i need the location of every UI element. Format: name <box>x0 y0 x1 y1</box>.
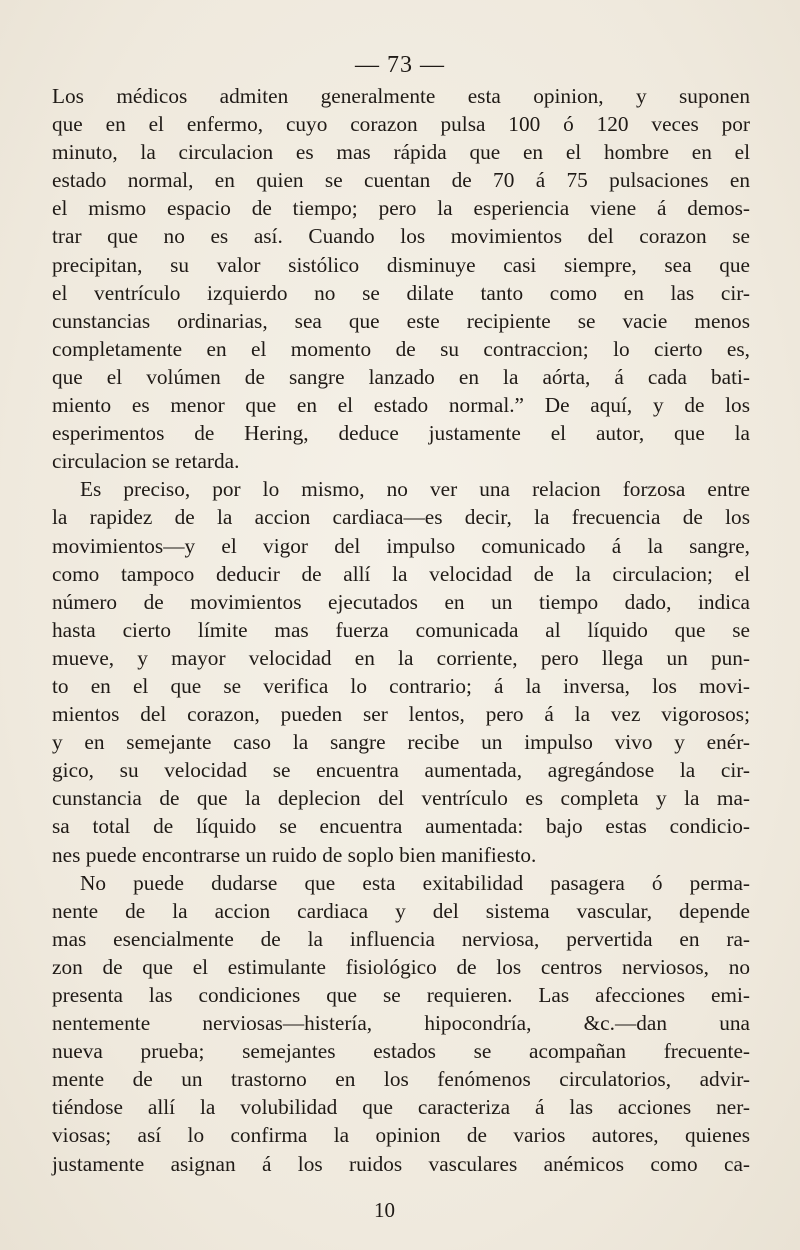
text-line: el ventrículo izquierdo no se dilate tanto como en las cir- <box>52 280 750 305</box>
text-line: y en semejante caso la sangre recibe un impulso vivo y enér- <box>52 730 750 755</box>
text-line: sa total de líquido se encuentra aumentada: bajo estas condicio- <box>52 814 750 839</box>
body-text <box>52 82 750 1178</box>
text-line: miento es menor que en el estado normal.” De aquí, y de los <box>52 393 750 418</box>
text-line: completamente en el momento de su contraccion; lo cierto es, <box>52 336 750 361</box>
text-line: mas esencialmente de la influencia nerviosa, pervertida en ra- <box>52 926 750 951</box>
text-line: Los médicos admiten generalmente esta opinion, y suponen <box>52 84 750 108</box>
text-line: presenta las condiciones que se requieren. Las afecciones emi- <box>52 983 750 1007</box>
text-line: mente de un trastorno en los fenómenos circulatorios, advir- <box>52 1067 750 1092</box>
text-line: mientos del corazon, pueden ser lentos, pero á la vez vigorosos; <box>52 702 750 727</box>
page-number: — 73 — <box>355 52 445 78</box>
text-line: minuto, la circulacion es mas rápida que en el hombre en el <box>52 140 750 165</box>
text-line: estado normal, en quien se cuentan de 70 á 75 pulsaciones en <box>52 168 750 193</box>
text-line: viosas; así lo confirma la opinion de varios autores, quienes <box>52 1123 750 1148</box>
text-line: hasta cierto límite mas fuerza comunicada al líquido que se <box>52 617 750 642</box>
paragraph-2 <box>52 475 750 868</box>
text-line: movimientos—y el vigor del impulso comunicado á la sangre, <box>52 533 750 558</box>
text-line: nes puede encontrarse un ruido de soplo bien manifiesto. <box>52 842 537 867</box>
text-line: nente de la accion cardiaca y del sistema vascular, depende <box>52 898 750 923</box>
text-line: gico, su velocidad se encuentra aumentada, agregándose la cir- <box>52 758 750 783</box>
signature-mark: 10 <box>374 1198 395 1222</box>
text-line: zon de que el estimulante fisiológico de los centros nerviosos, no <box>52 954 750 979</box>
paragraph-3 <box>52 869 750 1178</box>
text-line: como tampoco deducir de allí la velocidad de la circulacion; el <box>52 561 750 586</box>
text-line: circulacion se retarda. <box>52 449 240 474</box>
text-line: Es preciso, por lo mismo, no ver una relacion forzosa entre <box>80 477 750 502</box>
text-line: que el volúmen de sangre lanzado en la aórta, á cada bati- <box>52 364 750 389</box>
text-line: número de movimientos ejecutados en un tiempo dado, indica <box>52 589 750 614</box>
text-line: No puede dudarse que esta exitabilidad pasagera ó perma- <box>80 870 750 895</box>
paragraph-1 <box>52 82 750 475</box>
text-line: mueve, y mayor velocidad en la corriente, pero llega un pun- <box>52 645 750 670</box>
text-line: cunstancia de que la deplecion del ventrículo es completa y la ma- <box>52 786 750 811</box>
text-line: justamente asignan á los ruidos vasculares anémicos como ca- <box>52 1151 750 1176</box>
text-line: que en el enfermo, cuyo corazon pulsa 100 ó 120 veces por <box>52 112 750 137</box>
text-line: esperimentos de Hering, deduce justamente el autor, que la <box>52 421 750 446</box>
text-line: to en el que se verifica lo contrario; á la inversa, los movi- <box>52 673 750 698</box>
text-line: precipitan, su valor sistólico disminuye casi siempre, sea que <box>52 252 750 277</box>
text-line: nentemente nerviosas—histería, hipocondría, &c.—dan una <box>52 1011 750 1036</box>
text-line: la rapidez de la accion cardiaca—es decir, la frecuencia de los <box>52 505 750 530</box>
text-line: nueva prueba; semejantes estados se acompañan frecuente- <box>52 1039 750 1064</box>
text-line: el mismo espacio de tiempo; pero la esperiencia viene á demos- <box>52 196 750 221</box>
text-line: cunstancias ordinarias, sea que este recipiente se vacie menos <box>52 308 750 333</box>
text-line: trar que no es así. Cuando los movimientos del corazon se <box>52 224 750 249</box>
text-line: tiéndose allí la volubilidad que caracteriza á las acciones ner- <box>52 1095 750 1120</box>
